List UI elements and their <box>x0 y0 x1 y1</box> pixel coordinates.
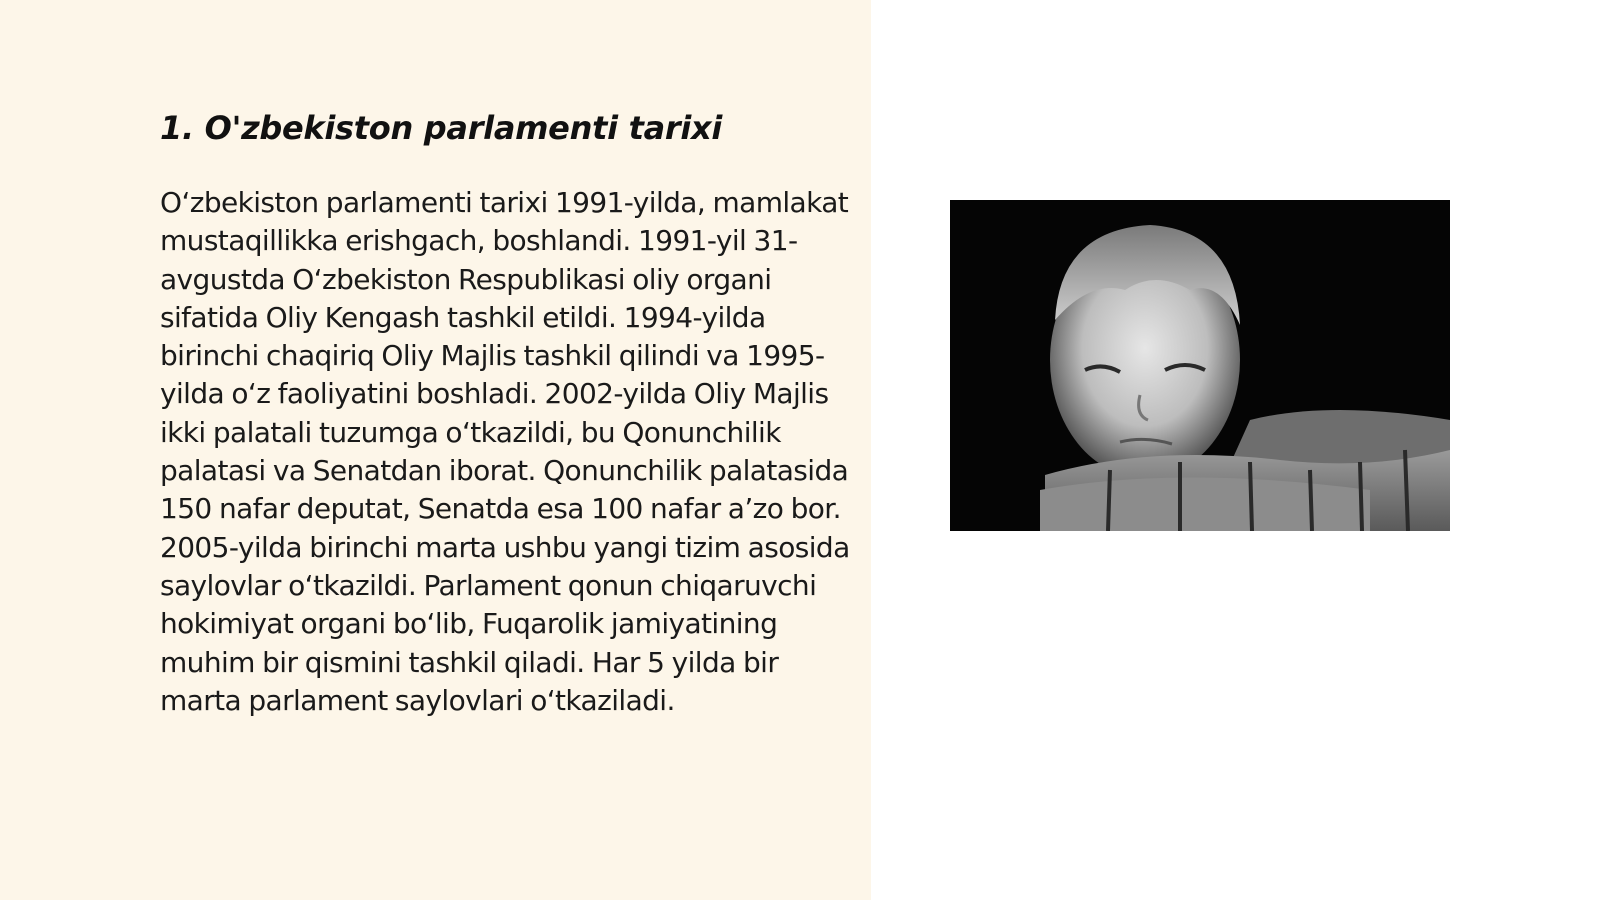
slide-title: 1. O'zbekiston parlamenti tarixi <box>160 109 723 147</box>
slide-body-text: O‘zbekiston parlamenti tarixi 1991-yilda, mamlakat mustaqillikka erishgach, boshlandi. 1991-yil 31-avgustda O‘zbekiston Respublikasi oliy organi sifatida Oliy Kengash tashkil etildi. 1994-yilda birinchi chaqiriq Oliy Majlis tashkil qilindi va 1995-yilda o‘z faoliyatini boshladi. 2002-yilda Oliy Majlis ikki palatali tuzumga o‘tkazildi, bu Qonunchilik palatasi va Senatdan iborat. Qonunchilik palatasida 150 nafar deputat, Senatda esa 100 nafar a’zo bor. 2005-yilda birinchi marta ushbu yangi tizim asosida saylovlar o‘tkazildi. Parlament qonun chiqaruvchi hokimiyat organi bo‘lib, Fuqarolik jamiyatining muhim bir qismini tashkil qiladi. Har 5 yilda bir marta parlament saylovlari o‘tkaziladi. <box>160 186 850 717</box>
child-photo <box>950 200 1450 531</box>
photo-icon <box>950 200 1450 531</box>
